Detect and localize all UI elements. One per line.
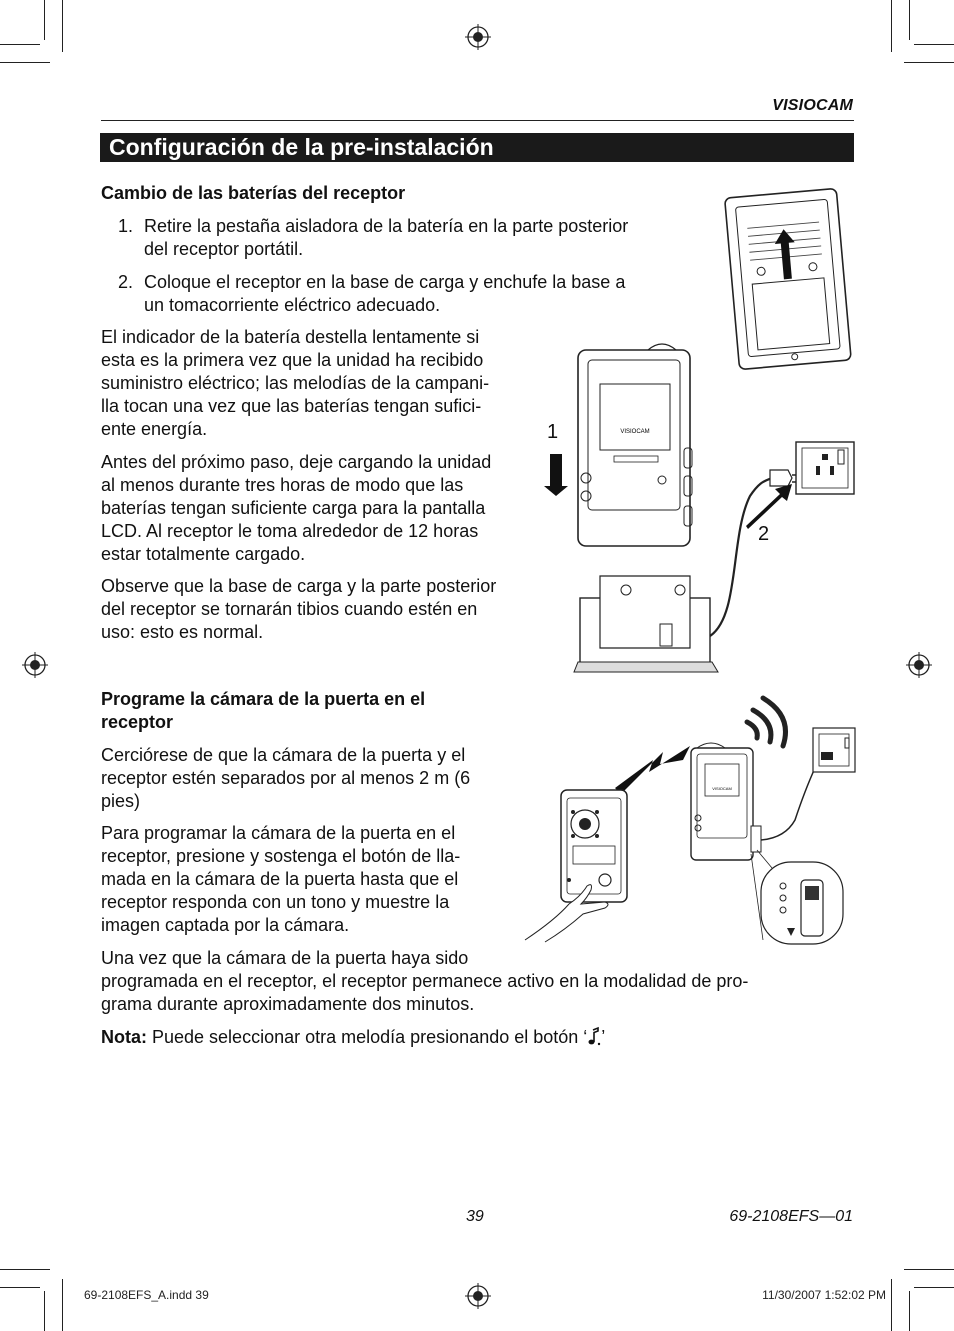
text-line: programada en el receptor, el receptor permanece activo en la modalidad de pro- <box>101 971 749 991</box>
slug-date: 11/30/2007 1:52:02 PM <box>762 1288 886 1302</box>
text-line: ente energía. <box>101 419 208 439</box>
figure-label-2: 2 <box>758 523 770 545</box>
registration-mark-icon <box>22 652 48 678</box>
text-line: estar totalmente cargado. <box>101 544 306 564</box>
registration-mark-icon <box>465 1283 491 1309</box>
note-text: Puede seleccionar otra melodía presionando el botón ‘ <box>147 1027 588 1047</box>
text-line: pies) <box>101 791 141 811</box>
door-camera-pairing-illustration <box>525 690 865 950</box>
document-number: 69-2108EFS—01 <box>729 1208 853 1225</box>
text-line: lla tocan una vez que las baterías tengan sufici- <box>101 396 482 416</box>
page-number: 39 <box>466 1208 484 1225</box>
section-title: Configuración de la pre-instalación <box>100 133 854 162</box>
text-line: imagen captada por la cámara. <box>101 915 350 935</box>
text-line: El indicador de la batería destella lentamente si <box>101 327 480 347</box>
step-number: 2. <box>118 272 134 292</box>
program-heading: Programe la cámara de la puerta en el <box>101 689 426 709</box>
text-line: esta es la primera vez que la unidad ha recibido <box>101 350 484 370</box>
battery-heading: Cambio de las baterías del receptor <box>101 183 406 203</box>
text-line: baterías tengan suficiente carga para la pantalla <box>101 498 486 518</box>
text-line: suministro eléctrico; las melodías de la campani- <box>101 373 490 393</box>
text-line: Antes del próximo paso, deje cargando la unidad <box>101 452 492 472</box>
note-label: Nota: <box>101 1027 147 1047</box>
text-line: grama durante aproximadamente dos minutos. <box>101 994 475 1014</box>
text-line: receptor estén separados por al menos 2 m (6 <box>101 768 471 788</box>
text-line: receptor, presione y sostenga el botón de lla- <box>101 846 461 866</box>
note-end: ’ <box>601 1027 606 1047</box>
slug-file: 69-2108EFS_A.indd 39 <box>84 1288 209 1302</box>
step-text: un tomacorriente eléctrico adecuado. <box>144 295 441 315</box>
figure-label-1: 1 <box>547 421 559 443</box>
text-line: Para programar la cámara de la puerta en el <box>101 823 456 843</box>
registration-mark-icon <box>465 24 491 50</box>
text-line: mada en la cámara de la puerta hasta que el <box>101 869 459 889</box>
text-line: uso: esto es normal. <box>101 622 264 642</box>
receiver-in-base-illustration <box>540 336 870 681</box>
step-text: Retire la pestaña aisladora de la batería en la parte posterior <box>144 216 629 236</box>
text-line: del receptor se tornarán tibios cuando estén en <box>101 599 478 619</box>
header-rule <box>101 120 854 121</box>
receiver-brand-label: VISIOCAM <box>620 429 650 435</box>
receiver-brand-label: VISIOCAM <box>712 786 732 791</box>
step-text: Coloque el receptor en la base de carga y enchufe la base a <box>144 272 626 292</box>
step-number: 1. <box>118 216 134 236</box>
text-line: al menos durante tres horas de modo que las <box>101 475 464 495</box>
melody-note-icon <box>587 1028 601 1046</box>
text-line: Observe que la base de carga y la parte posterior <box>101 576 497 596</box>
step-text: del receptor portátil. <box>144 239 304 259</box>
registration-mark-icon <box>906 652 932 678</box>
text-line: LCD. Al receptor le toma alrededor de 12 horas <box>101 521 479 541</box>
header-brand: VISIOCAM <box>772 97 853 114</box>
text-line: Una vez que la cámara de la puerta haya sido <box>101 948 469 968</box>
text-line: receptor responda con un tono y muestre la <box>101 892 450 912</box>
note <box>101 1026 605 1049</box>
text-line: Cerciórese de que la cámara de la puerta y el <box>101 745 466 765</box>
program-heading: receptor <box>101 712 174 732</box>
